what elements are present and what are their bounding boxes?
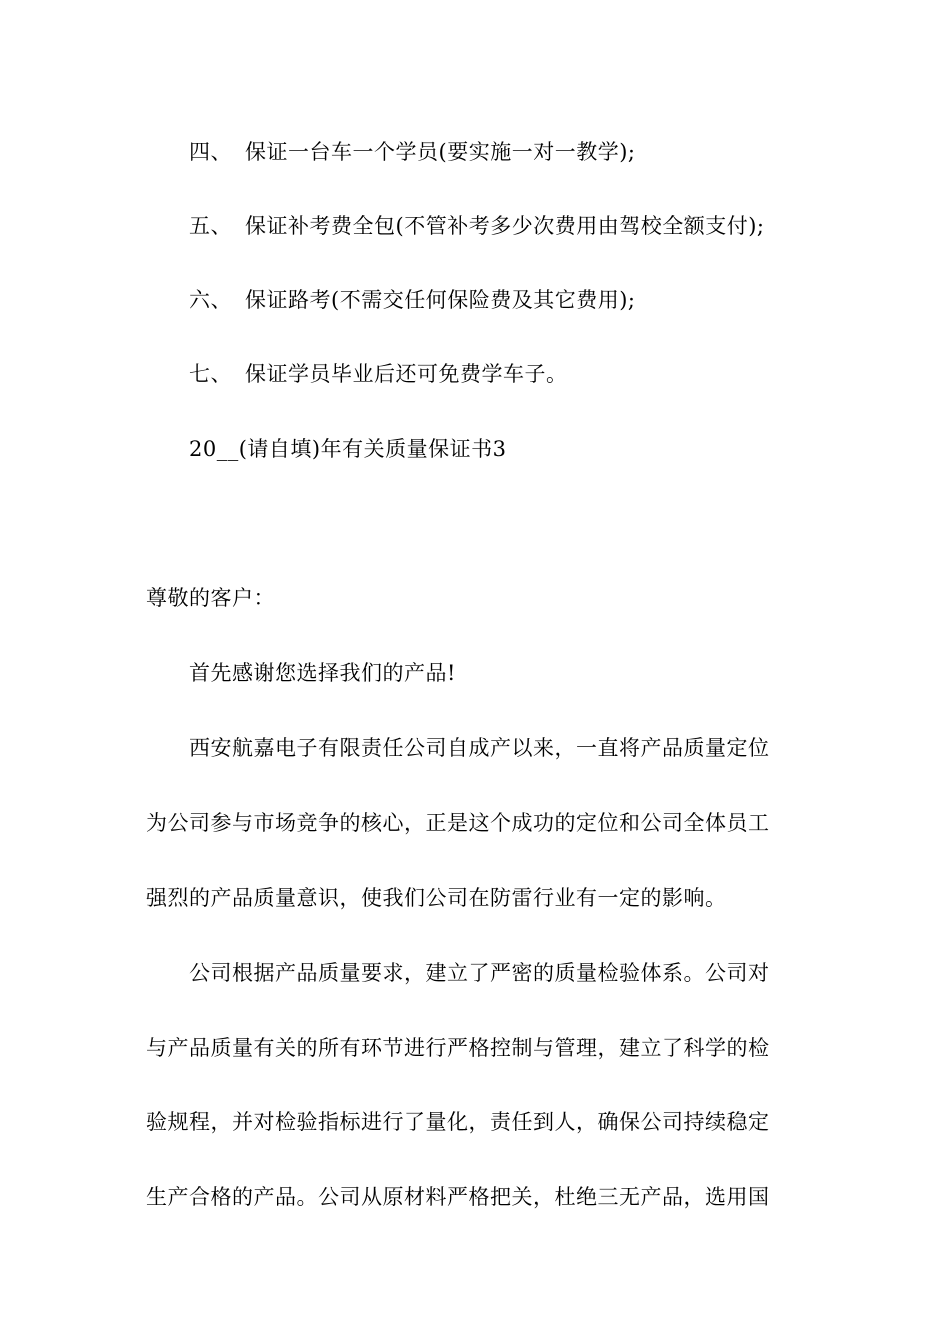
list-text: 保证补考费全包(不管补考多少次费用由驾校全额支付); <box>245 214 765 238</box>
paragraph-line: 西安航嘉电子有限责任公司自成产以来，一直将产品质量定位 <box>189 736 770 760</box>
paragraph-line: 为公司参与市场竞争的核心，正是这个成功的定位和公司全体员工 <box>146 811 770 835</box>
paragraph-line: 公司根据产品质量要求，建立了严密的质量检验体系。公司对 <box>189 961 770 985</box>
section-title: 20__(请自填)年有关质量保证书3 <box>189 437 507 461</box>
paragraph-line: 生产合格的产品。公司从原材料严格把关，杜绝三无产品，选用国 <box>146 1185 770 1209</box>
list-number: 七、 <box>189 362 232 386</box>
list-text: 保证学员毕业后还可免费学车子。 <box>245 362 568 386</box>
thanks-line: 首先感谢您选择我们的产品! <box>189 661 456 685</box>
paragraph-line: 强烈的产品质量意识，使我们公司在防雷行业有一定的影响。 <box>146 886 727 910</box>
paragraph-line: 验规程，并对检验指标进行了量化，责任到人，确保公司持续稳定 <box>146 1110 770 1134</box>
list-item <box>189 359 859 389</box>
list-text: 保证路考(不需交任何保险费及其它费用); <box>245 288 636 312</box>
paragraph-line: 与产品质量有关的所有环节进行严格控制与管理，建立了科学的检 <box>146 1036 770 1060</box>
list-number: 五、 <box>189 214 232 238</box>
list-item <box>189 285 859 315</box>
list-number: 四、 <box>189 140 232 164</box>
list-item <box>189 137 859 167</box>
list-text: 保证一台车一个学员(要实施一对一教学); <box>245 140 636 164</box>
salutation: 尊敬的客户： <box>146 586 275 610</box>
list-number: 六、 <box>189 288 232 312</box>
list-item <box>189 211 859 241</box>
